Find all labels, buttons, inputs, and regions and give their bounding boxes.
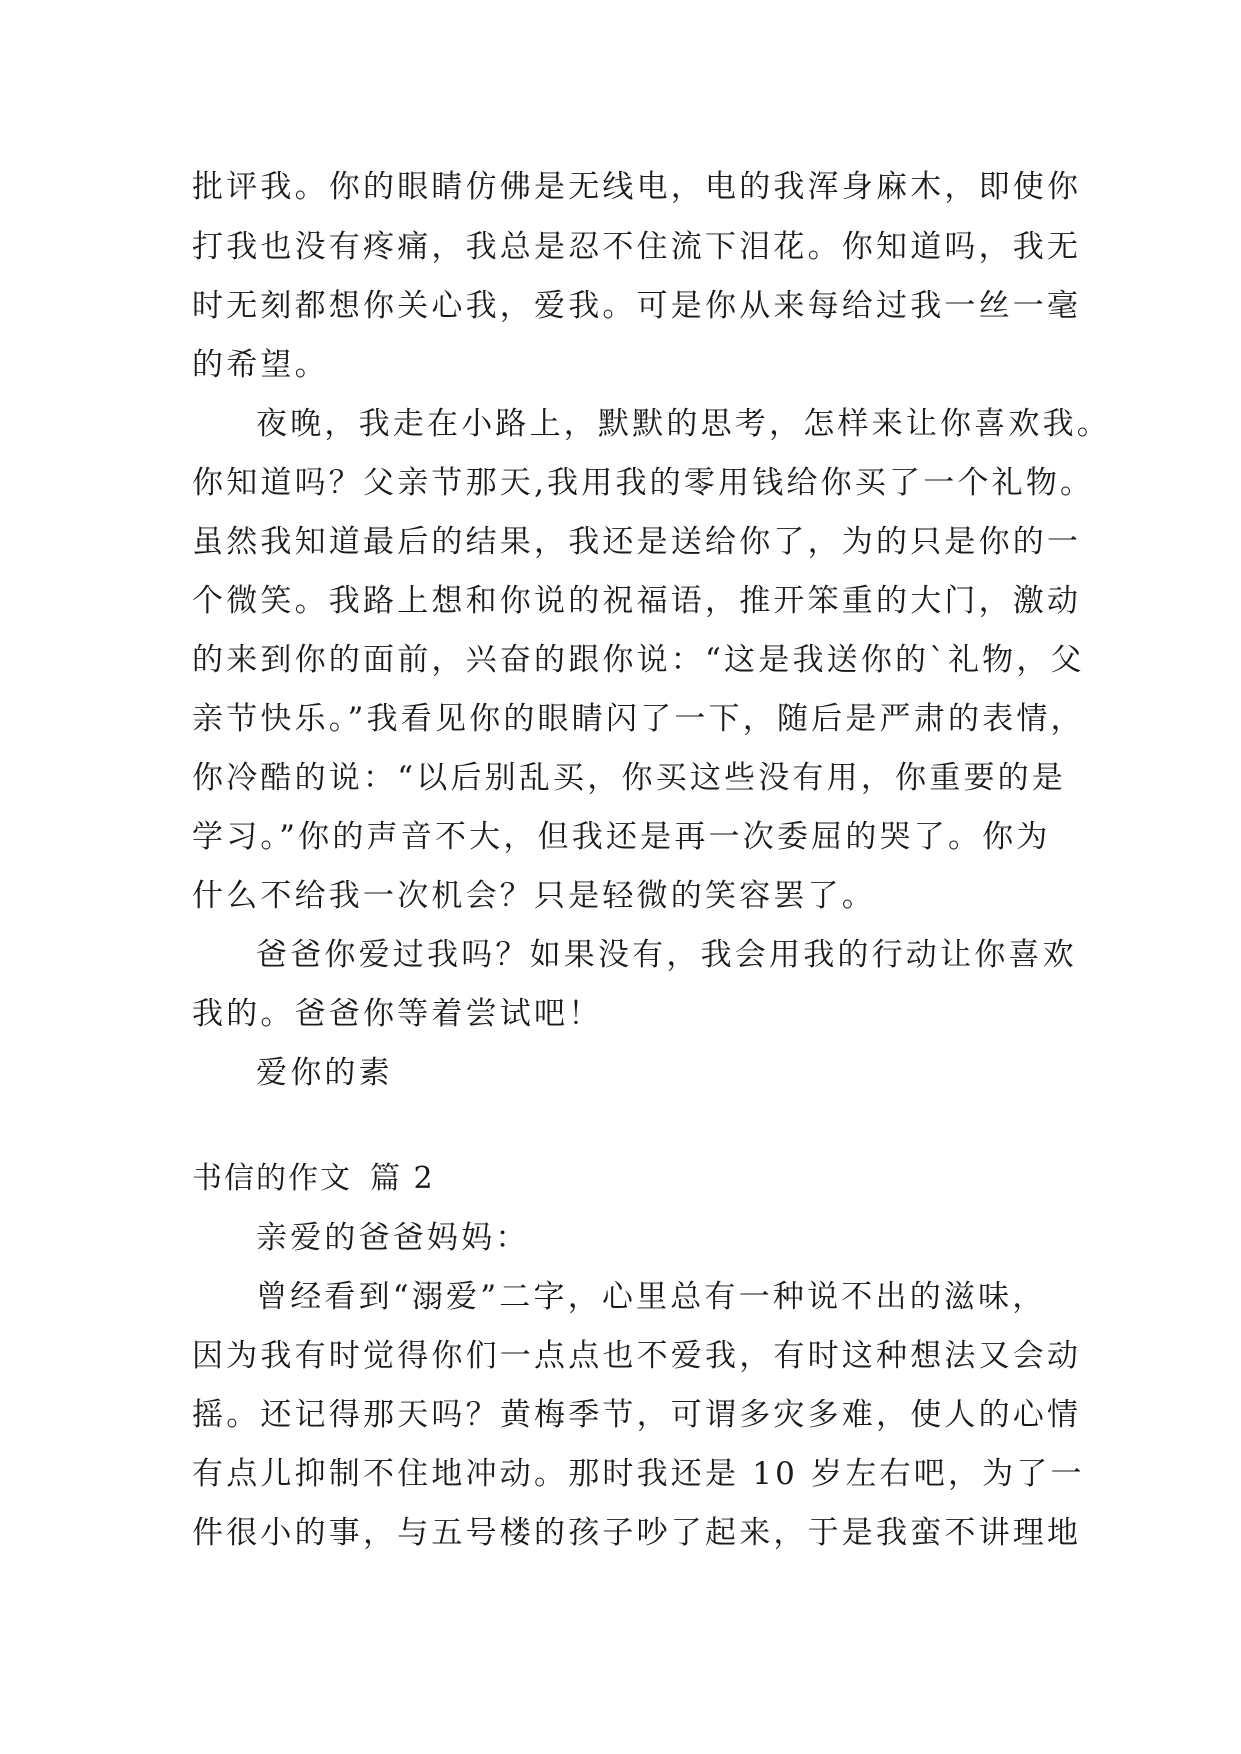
- text-line: 个微笑。我路上想和你说的祝福语，推开笨重的大门，激动: [192, 583, 1082, 619]
- text-line: 曾经看到“溺爱”二字，心里总有一种说不出的滋味，: [256, 1279, 1047, 1315]
- text-line: 你知道吗？父亲节那天,我用我的零用钱给你买了一个礼物。: [192, 465, 1095, 501]
- text-line: 的希望。: [192, 347, 329, 383]
- section-label: 篇 2: [370, 1161, 435, 1196]
- text-line: 打我也没有疼痛，我总是忍不住流下泪花。你知道吗，我无: [192, 229, 1082, 265]
- text-line: 我的。爸爸你等着尝试吧！: [192, 996, 603, 1032]
- text-line: 虽然我知道最后的结果，我还是送给你了，为的只是你的一: [192, 524, 1082, 560]
- text-line: 时无刻都想你关心我，爱我。可是你从来每给过我一丝一毫: [192, 288, 1082, 324]
- section-title: 书信的作文: [192, 1161, 352, 1196]
- section-heading: [192, 1161, 435, 1196]
- signature: 爱你的素: [256, 1055, 393, 1091]
- text-line: 批评我。你的眼睛仿佛是无线电，电的我浑身麻木，即使你: [192, 169, 1082, 205]
- text-line: 件很小的事，与五号楼的孩子吵了起来，于是我蛮不讲理地: [192, 1515, 1082, 1551]
- text-line: 有点儿抑制不住地冲动。那时我还是 10 岁左右吧，为了一: [192, 1456, 1085, 1492]
- text-line: 学习。”你的声音不大，但我还是再一次委屈的哭了。你为: [192, 819, 1051, 855]
- text-line: 什么不给我一次机会？只是轻微的笑容罢了。: [192, 878, 876, 914]
- text-line: 的来到你的面前，兴奋的跟你说：“这是我送你的`礼物，父: [192, 642, 1085, 678]
- text-line: 你冷酷的说：“以后别乱买，你买这些没有用，你重要的是: [192, 760, 1067, 796]
- text-line: 摇。还记得那天吗？黄梅季节，可谓多灾多难，使人的心情: [192, 1397, 1082, 1433]
- salutation: 亲爱的爸爸妈妈：: [256, 1220, 530, 1256]
- text-line: 爸爸你爱过我吗？如果没有，我会用我的行动让你喜欢: [256, 937, 1077, 973]
- text-line: 夜晚，我走在小路上，默默的思考，怎样来让你喜欢我。: [256, 406, 1111, 442]
- text-line: 亲节快乐。”我看见你的眼睛闪了一下，随后是严肃的表情，: [192, 701, 1085, 737]
- text-line: 因为我有时觉得你们一点点也不爱我，有时这种想法又会动: [192, 1338, 1082, 1374]
